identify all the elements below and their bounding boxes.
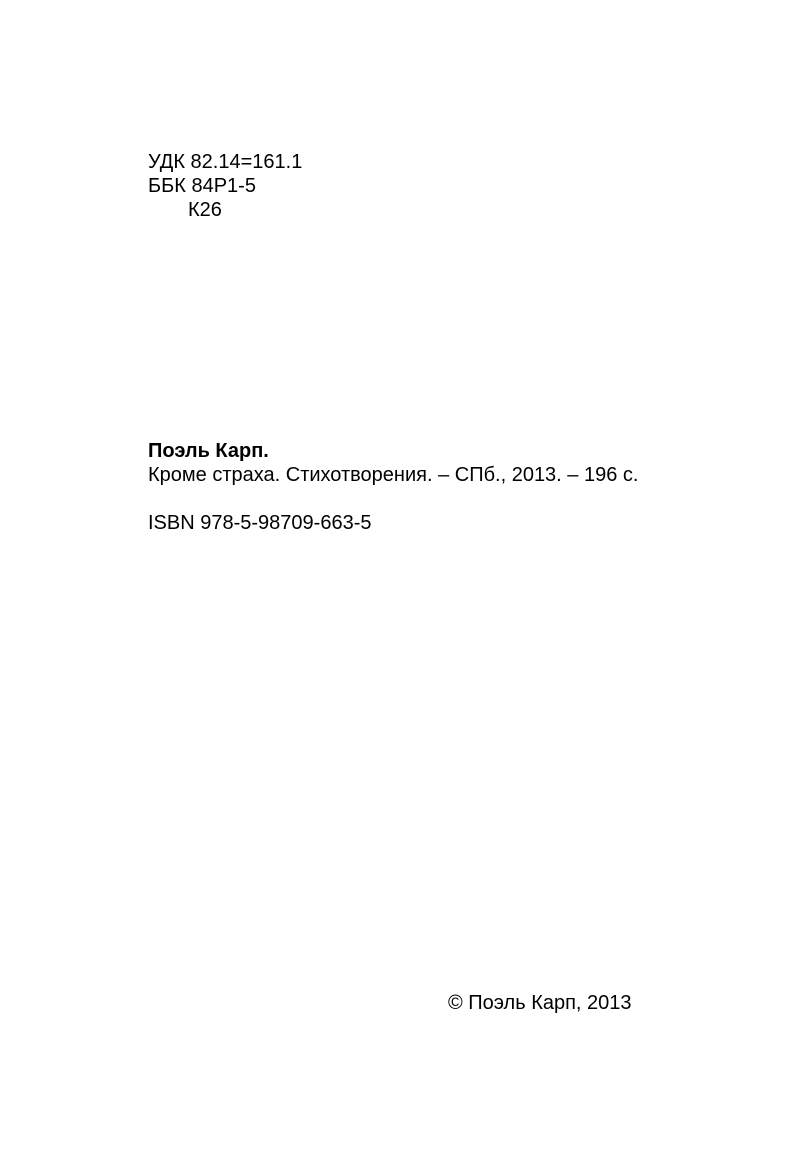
bbk-code: ББК 84Р1-5 bbox=[148, 175, 256, 197]
book-description: Кроме страха. Стихотворения. – СПб., 2013. – 196 с. bbox=[148, 464, 639, 486]
author-mark: К26 bbox=[188, 199, 222, 221]
isbn: ISBN 978-5-98709-663-5 bbox=[148, 512, 372, 534]
udk-code: УДК 82.14=161.1 bbox=[148, 151, 303, 173]
copyright-notice: © Поэль Карп, 2013 bbox=[448, 992, 632, 1014]
author-name: Поэль Карп. bbox=[148, 440, 269, 462]
